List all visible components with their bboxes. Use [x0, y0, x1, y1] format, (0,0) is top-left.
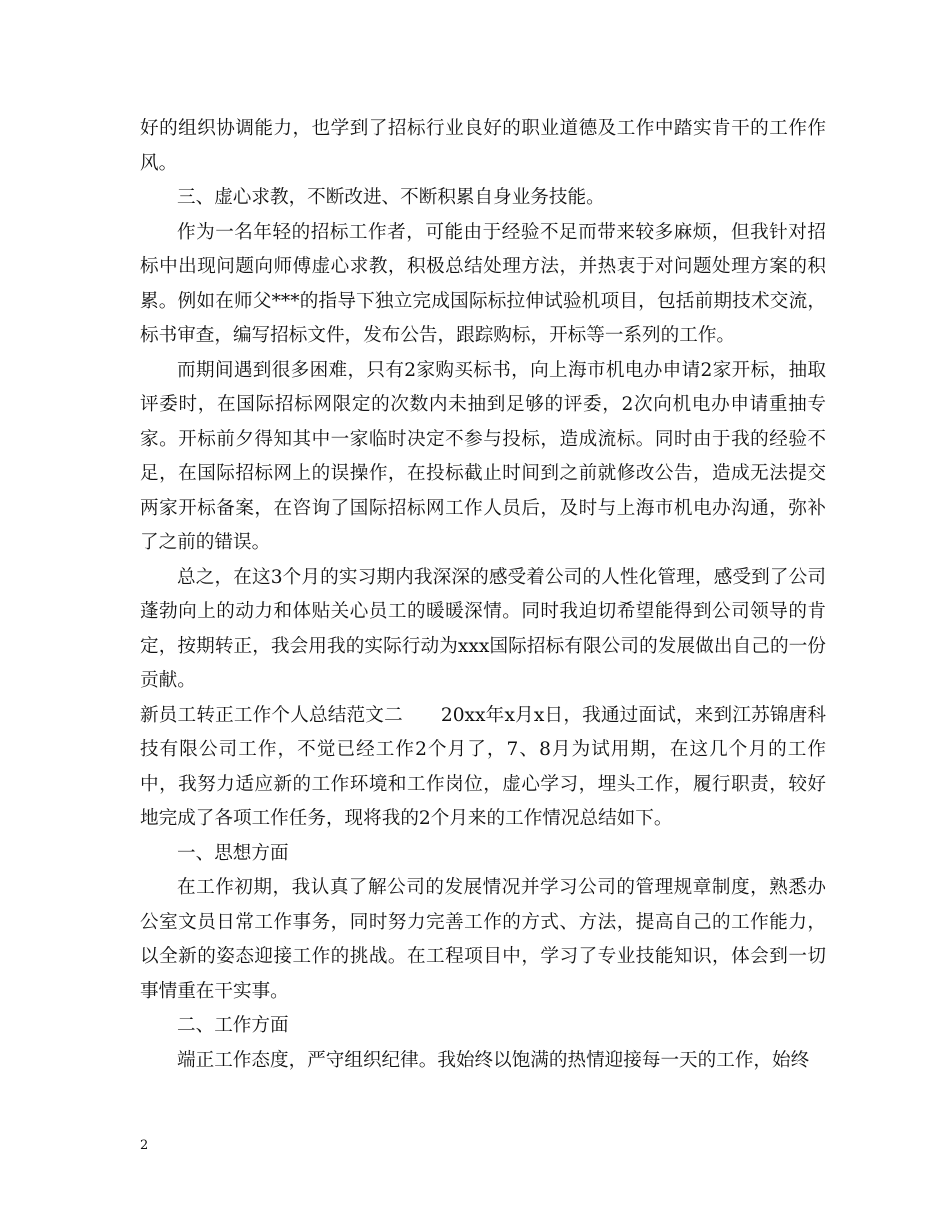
paragraph-thought: 在工作初期，我认真了解公司的发展情况并学习公司的管理规章制度，熟悉办公室文员日常工作事务，同时努力完善工作的方式、方法，提高自己的工作能力，以全新的姿态迎接工作的挑战。在工程项目中，学习了专业技能知识，体会到一切事情重在干实事。 [140, 877, 826, 1002]
section-intro-text: 20xx年x月x日，我通过面试，来到江苏锦唐科技有限公司工作，不觉已经工作2个月了，7、8月为试用期，在这几个月的工作中，我努力适应新的工作环境和工作岗位，虚心学习，埋头工作，履行职责，较好地完成了各项工作任务，现将我的2个月来的工作情况总结如下。 [140, 704, 826, 829]
paragraph-continuation: 好的组织协调能力，也学到了招标行业良好的职业道德及工作中踏实肯干的工作作风。 [140, 118, 826, 174]
paragraph-conclusion: 总之，在这3个月的实习期内我深深的感受着公司的人性化管理，感受到了公司蓬勃向上的动力和体贴关心员工的暖暖深情。同时我迫切希望能得到公司领导的肯定，按期转正，我会用我的实际行动为xxx国际招标有限公司的发展做出自己的一份贡献。 [140, 566, 826, 691]
paragraph-learning: 作为一名年轻的招标工作者，可能由于经验不足而带来较多麻烦，但我针对招标中出现问题向师傅虚心求教，积极总结处理方法，并热衷于对问题处理方案的积累。例如在师父***的指导下独立完成国际标拉伸试验机项目，包括前期技术交流，标书审查，编写招标文件，发布公告，跟踪购标，开标等一系列的工作。 [140, 221, 826, 346]
section-title: 新员工转正工作个人总结范文二 [140, 704, 403, 726]
section-heading-three: 三、虚心求教，不断改进、不断积累自身业务技能。 [177, 187, 605, 208]
page-number: 2 [140, 1138, 149, 1153]
document-body [140, 112, 826, 1078]
paragraph-work: 端正工作态度，严守组织纪律。我始终以饱满的热情迎接每一天的工作，始终 [177, 1049, 810, 1071]
section-two-intro [140, 699, 826, 837]
heading-thought: 一、思想方面 [177, 842, 289, 864]
paragraph-difficulties: 而期间遇到很多困难，只有2家购买标书，向上海市机电办申请2家开标，抽取评委时，在国际招标网限定的次数内未抽到足够的评委，2次向机电办申请重抽专家。开标前夕得知其中一家临时决定不参与投标，造成流标。同时由于我的经验不足，在国际招标网上的误操作，在投标截止时间到之前就修改公告，造成无法提交两家开标备案，在咨询了国际招标网工作人员后，及时与上海市机电办沟通，弥补了之前的错误。 [140, 359, 826, 553]
heading-work: 二、工作方面 [177, 1015, 289, 1036]
